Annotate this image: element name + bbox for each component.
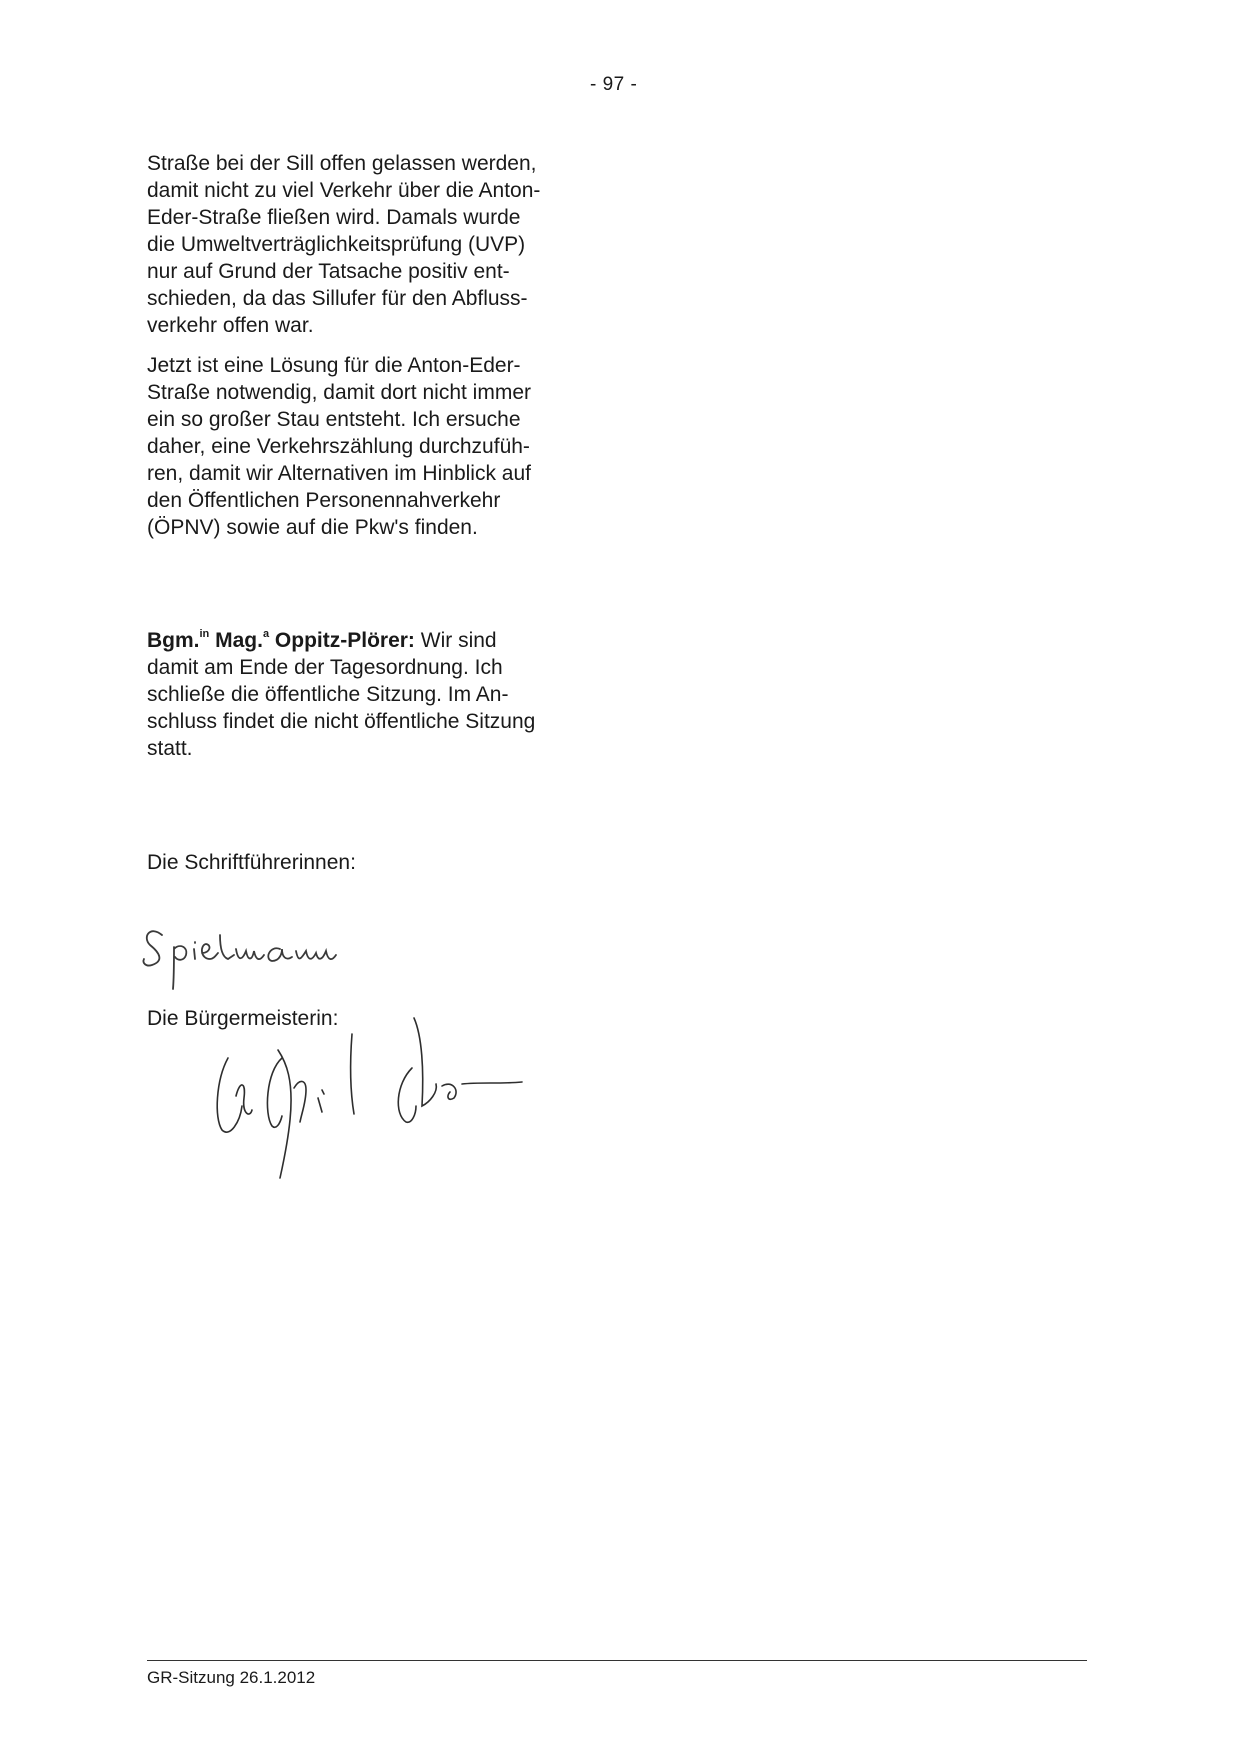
text-line: schluss findet die nicht öffentliche Sitzung [147,710,536,733]
text-line: nur auf Grund der Tatsache positiv ent- [147,260,510,283]
text-line: den Öffentlichen Personennahverkehr [147,489,501,512]
mayor-signature [210,1010,570,1190]
speaker-surname: Oppitz-Plörer: [269,629,415,652]
text-line: schließe die öffentliche Sitzung. Im An- [147,683,509,706]
speech-start: Wir sind [414,629,497,652]
text-line: die Umweltverträglichkeitsprüfung (UVP) [147,233,526,256]
text-line: statt. [147,737,193,760]
text-line: Straße notwendig, damit dort nicht immer [147,381,531,404]
text-line: (ÖPNV) sowie auf die Pkw's finden. [147,516,478,539]
speaker-name [147,629,415,652]
writers-label: Die Schriftführerinnen: [147,851,356,874]
text-line: daher, eine Verkehrszählung durchzufüh- [147,435,530,458]
speaker-title-sup: in [199,628,210,640]
text-line: damit am Ende der Tagesordnung. Ich [147,656,503,679]
footer-session-date: GR-Sitzung 26.1.2012 [147,1668,316,1687]
speaker-title: Bgm. [147,629,200,652]
text-line: verkehr offen war. [147,314,314,337]
paragraph-verkehrszaehlung [147,352,607,541]
mayor-label: Die Bürgermeisterin: [147,1007,339,1030]
footer-divider [147,1660,1087,1661]
text-line: ein so großer Stau entsteht. Ich ersuche [147,408,521,431]
text-line: Eder-Straße fließen wird. Damals wurde [147,206,521,229]
text-line: damit nicht zu viel Verkehr über die Anton- [147,179,541,202]
text-line [147,627,607,654]
text-line: ren, damit wir Alternativen im Hinblick auf [147,462,531,485]
speaker-degree-sup: a [262,628,270,640]
writer-signature [140,915,400,995]
paragraph-uvp [147,150,607,339]
text-line: schieden, da das Sillufer für den Abfluss- [147,287,528,310]
text-line: Jetzt ist eine Lösung für die Anton-Eder- [147,354,521,377]
page-number: - 97 - [590,74,638,95]
text-line: Straße bei der Sill offen gelassen werden, [147,152,537,175]
paragraph-closing [147,627,607,762]
speaker-degree: Mag. [209,629,263,652]
